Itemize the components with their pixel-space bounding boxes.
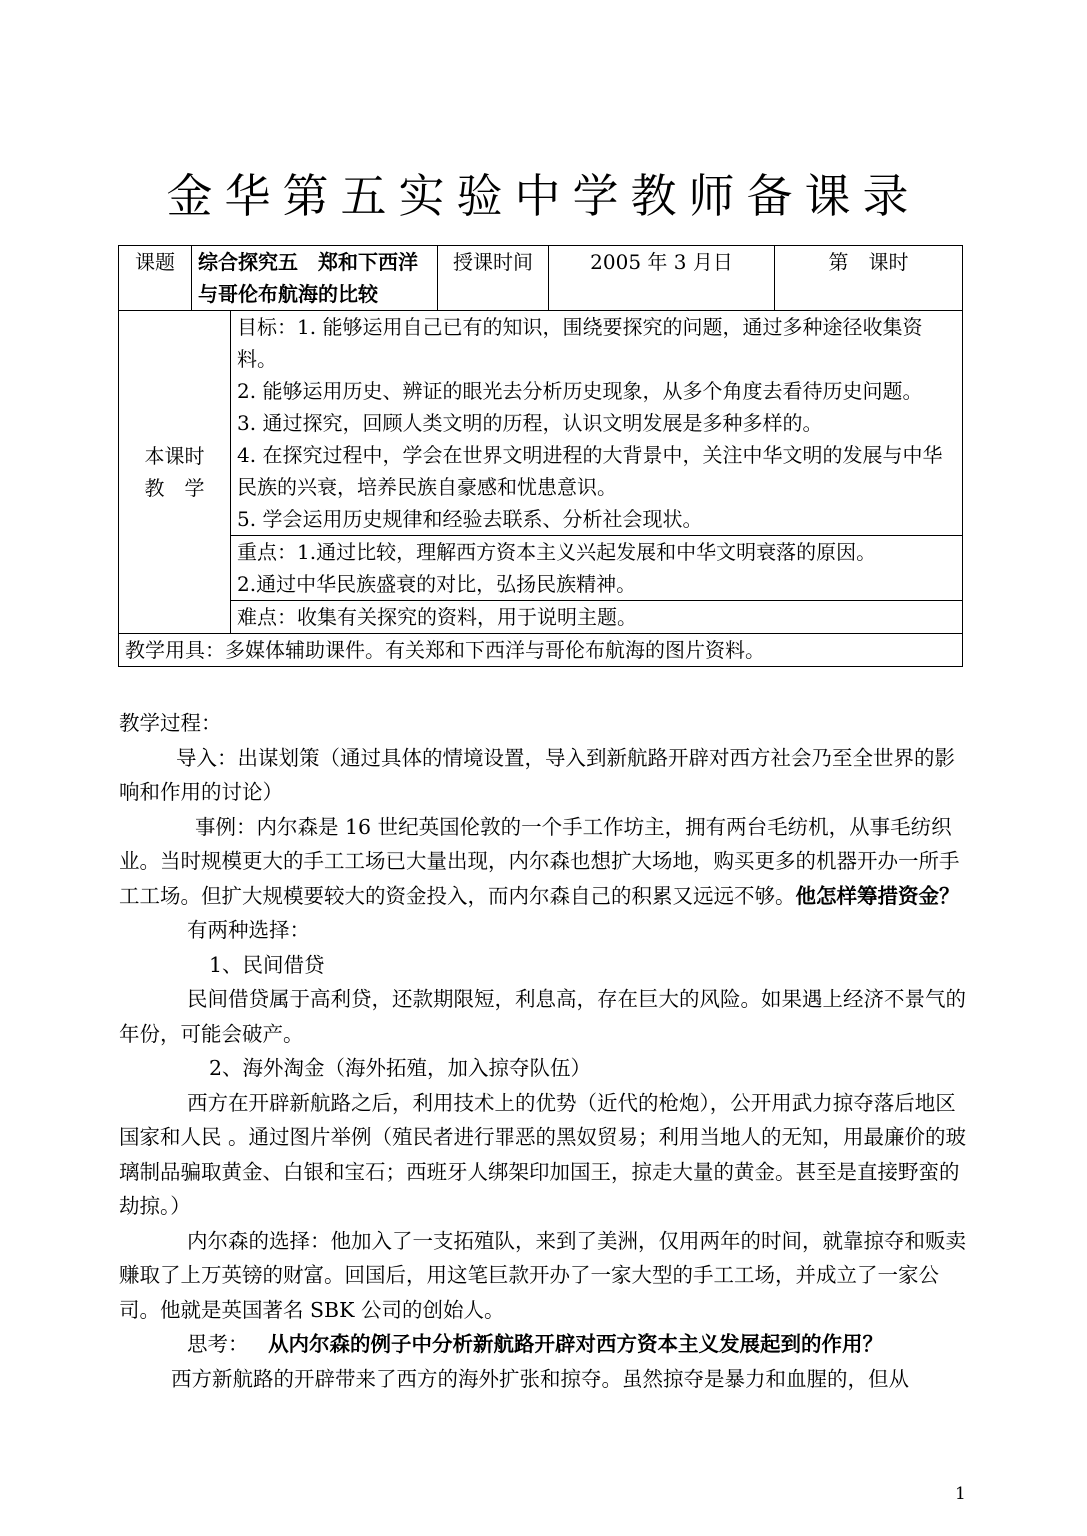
goals-row: [119, 311, 963, 536]
example-paragraph: [119, 810, 971, 914]
choice1-title: 1、民间借贷: [209, 952, 325, 977]
intro-paragraph: 导入：出谋划策（通过具体的情境设置，导入到新航路开辟对西方社会乃至全世界的影响和作用的讨论）: [119, 745, 955, 804]
goal-item: 3. 通过探究，回顾人类文明的历程，认识文明发展是多种多样的。: [237, 411, 823, 435]
topic-value: 综合探究五 郑和下西洋与哥伦布航海的比较: [192, 246, 438, 311]
topic-row: [119, 246, 963, 311]
choices-heading: 有两种选择：: [187, 918, 310, 942]
keypoints-row: [119, 536, 963, 601]
choice2-title: 2、海外淘金（海外拓殖，加入掠夺队伍）: [209, 1056, 592, 1080]
teaching-process: [119, 706, 971, 1396]
process-heading: 教学过程：: [119, 711, 222, 735]
goal-item: 5. 学会运用历史规律和经验去联系、分析社会现状。: [237, 507, 703, 531]
example-text: 事例：内尔森是 16 世纪英国伦敦的一个手工作坊主，拥有两台毛纺机，从事毛纺织业。当时规模更大的手工工场已大量出现，内尔森也想扩大场地，购买更多的机器开办一所手工工场。但扩大规模要较大的资金投入，而内尔森自己的积累又远远不够。: [119, 814, 960, 908]
keypoint-item: 2.通过中华民族盛衰的对比，弘扬民族精神。: [237, 572, 637, 596]
time-value: 2005 年 3 月日: [549, 246, 775, 311]
goal-item: 4. 在探究过程中，学会在世界文明进程的大背景中，关注中华文明的发展与中华民族的兴衰，培养民族自豪感和忧患意识。: [237, 443, 943, 499]
goals-cell: [231, 311, 963, 536]
time-label: 授课时间: [438, 246, 549, 311]
think-label: 思考：: [187, 1332, 249, 1356]
keypoint-item: 重点：1.通过比较，理解西方资本主义兴起发展和中华文明衰落的原因。: [237, 540, 877, 564]
think-question: 从内尔森的例子中分析新航路开辟对西方资本主义发展起到的作用？: [268, 1332, 884, 1356]
example-question: 他怎样筹措资金？: [795, 883, 960, 908]
teach-label-line-2: 教 学: [144, 476, 205, 500]
topic-label: 课题: [119, 246, 192, 311]
goal-item: 目标：1. 能够运用自己已有的知识，围绕要探究的问题，通过多种途径收集资料。: [237, 315, 923, 371]
teach-label-line-1: 本课时: [144, 444, 205, 468]
page-number: 1: [955, 1484, 966, 1504]
lesson-info-table: [118, 245, 963, 667]
difficulty-cell: 难点：收集有关探究的资料，用于说明主题。: [231, 601, 963, 634]
teach-label: [119, 311, 231, 634]
tools-cell: 教学用具：多媒体辅助课件。有关郑和下西洋与哥伦布航海的图片资料。: [119, 634, 963, 667]
period-text: 第 课时: [775, 246, 963, 311]
difficulty-row: [119, 601, 963, 634]
choice1-paragraph: 民间借贷属于高利贷，还款期限短，利息高，存在巨大的风险。如果遇上经济不景气的年份，可能会破产。: [119, 987, 966, 1046]
nelson-choice-paragraph: 内尔森的选择：他加入了一支拓殖队，来到了美洲，仅用两年的时间，就靠掠夺和贩卖赚取了上万英镑的财富。回国后，用这笔巨款开办了一家大型的手工工场，并成立了一家公司。他就是英国著名 SBK 公司的创始人。: [119, 1228, 966, 1322]
last-paragraph: 西方新航路的开辟带来了西方的海外扩张和掠夺。虽然掠夺是暴力和血腥的，但从: [171, 1366, 909, 1391]
tools-row: [119, 634, 963, 667]
choice2-paragraph: 西方在开辟新航路之后，利用技术上的优势（近代的枪炮），公开用武力掠夺落后地区国家和人民 。通过图片举例（殖民者进行罪恶的黑奴贸易；利用当地人的无知，用最廉价的玻璃制品骗取黄金、白银和宝石；西班牙人绑架印加国王，掠走大量的黄金。甚至是直接野蛮的劫掠。）: [119, 1090, 967, 1218]
document-title: 金华第五实验中学教师备课录: [166, 169, 921, 223]
think-paragraph: [119, 1327, 971, 1362]
goal-item: 2. 能够运用历史、辨证的眼光去分析历史现象，从多个角度去看待历史问题。: [237, 379, 923, 403]
keypoints-cell: [231, 536, 963, 601]
